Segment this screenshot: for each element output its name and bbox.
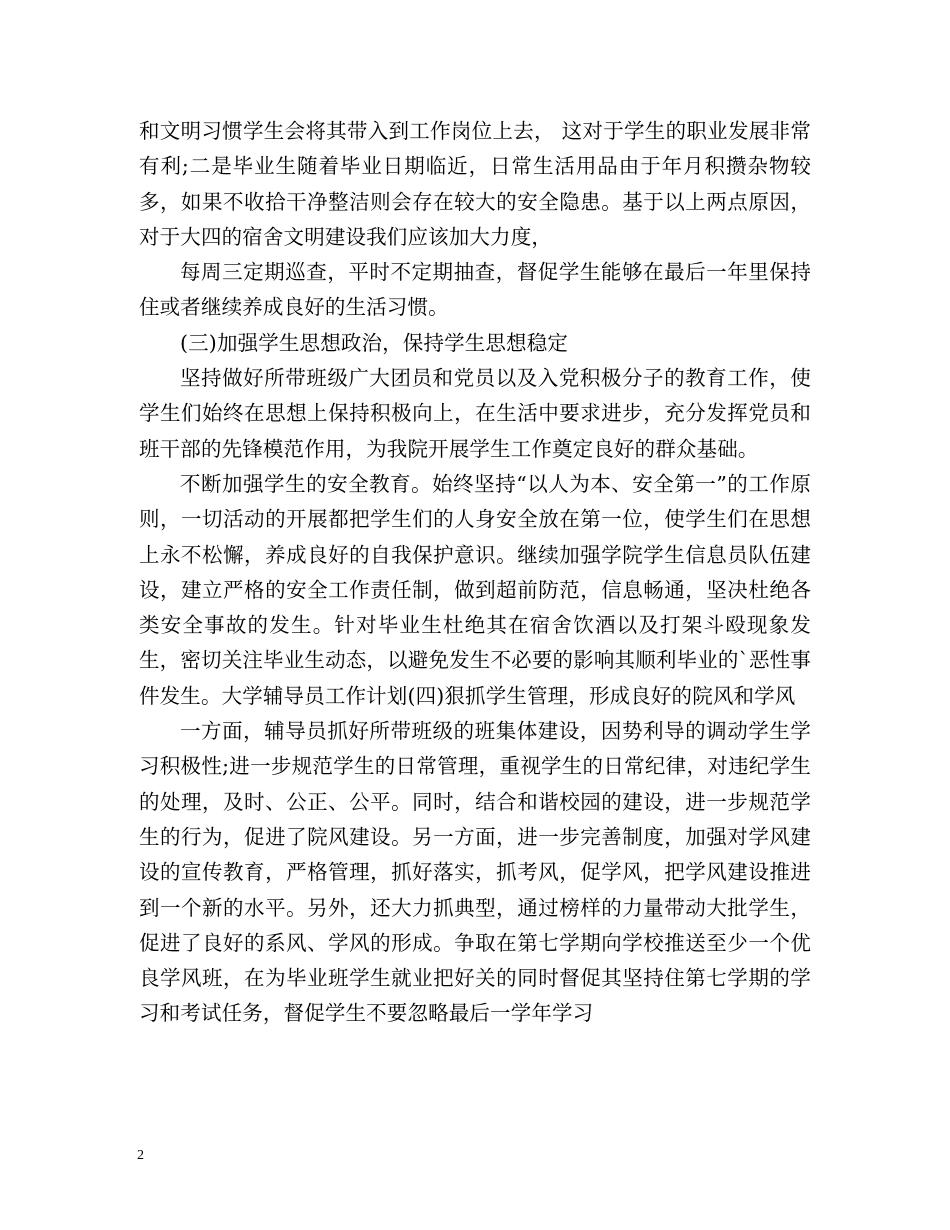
paragraph-1: 和文明习惯学生会将其带入到工作岗位上去， 这对于学生的职业发展非常有利;二是毕业生随着毕业日期临近，日常生活用品由于年月积攒杂物较多，如果不收拾干净整洁则会存在较大的安全隐患。基于以上两点原因，对于大四的宿舍文明建设我们应该加大力度，: [139, 119, 811, 249]
page-number: 2: [137, 1148, 144, 1163]
paragraph-4: 坚持做好所带班级广大团员和党员以及入党积极分子的教育工作，使学生们始终在思想上保持积极向上，在生活中要求进步，充分发挥党员和班干部的先锋模范作用，为我院开展学生工作奠定良好的群众基础。: [139, 366, 811, 461]
paragraph-5: 不断加强学生的安全教育。始终坚持“以人为本、安全第一”的工作原则，一切活动的开展都把学生们的人身安全放在第一位，使学生们在思想上永不松懈，养成良好的自我保护意识。继续加强学院学生信息员队伍建设，建立严格的安全工作责任制，做到超前防范，信息畅通，坚决杜绝各类安全事故的发生。针对毕业生杜绝其在宿舍饮酒以及打架斗殴现象发生，密切关注毕业生动态，以避免发生不必要的影响其顺利毕业的`恶性事件发生。大学辅导员工作计划(四)狠抓学生管理，形成良好的院风和学风: [139, 471, 811, 708]
paragraph-6: 一方面，辅导员抓好所带班级的班集体建设，因势利导的调动学生学习积极性;进一步规范学生的日常管理，重视学生的日常纪律，对违纪学生的处理，及时、公正、公平。同时，结合和谐校园的建设，进一步规范学生的行为，促进了院风建设。另一方面，进一步完善制度，加强对学风建设的宣传教育，严格管理，抓好落实，抓考风，促学风，把学风建设推进到一个新的水平。另外，还大力抓典型，通过榜样的力量带动大批学生，促进了良好的系风、学风的形成。争取在第七学期向学校推送至少一个优良学风班，在为毕业班学生就业把好关的同时督促其坚持住第七学期的学习和考试任务，督促学生不要忽略最后一学年学习: [139, 719, 811, 1026]
section-heading-3: (三)加强学生思想政治，保持学生思想稳定: [180, 330, 568, 355]
document-body: [139, 114, 811, 1032]
paragraph-2: 每周三定期巡查，平时不定期抽查，督促学生能够在最后一年里保持住或者继续养成良好的生活习惯。: [139, 260, 811, 320]
